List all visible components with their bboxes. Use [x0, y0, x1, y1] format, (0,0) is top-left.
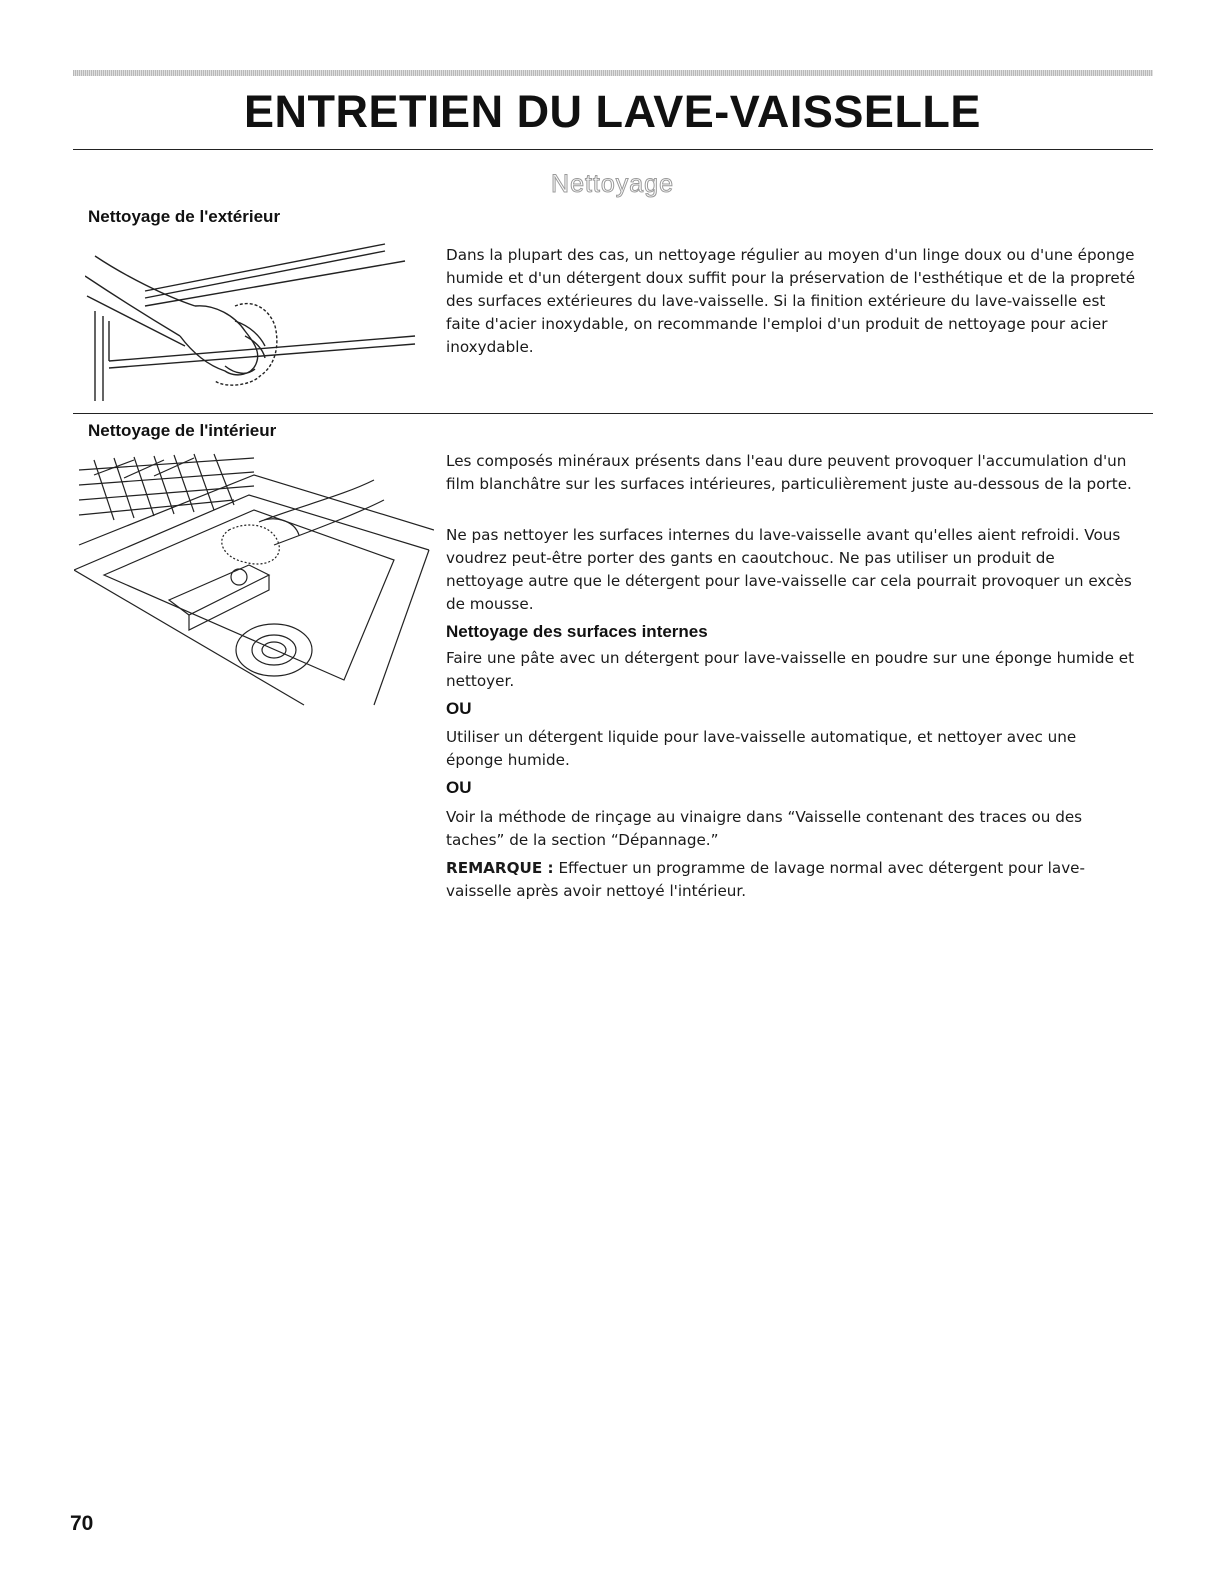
interior-paragraph-2: Ne pas nettoyer les surfaces internes du lave-vaisselle avant qu'elles aient refroidi. Vous voudrez peut-être porter des gants en caoutchouc. Ne pas utiliser un produit de nettoyage autre que le détergent pour lave-vaisselle car cela pourrait provoquer un excès de mousse.: [446, 526, 1132, 613]
title-rule: [73, 149, 1153, 150]
exterior-cleaning-illustration: [85, 236, 425, 406]
note-label: REMARQUE :: [446, 859, 554, 877]
section-rule: [73, 413, 1153, 414]
note-text: Effectuer un programme de lavage normal avec détergent pour lave-vaisselle après avoir nettoyé l'intérieur.: [446, 859, 1086, 900]
section-title: Nettoyage: [551, 170, 674, 198]
option-2-paragraph: Utiliser un détergent liquide pour lave-vaisselle automatique, et nettoyer avec une éponge humide.: [446, 728, 1077, 769]
internal-surfaces-heading: Nettoyage des surfaces internes: [446, 622, 708, 641]
interior-paragraph-1: Les composés minéraux présents dans l'eau dure peuvent provoquer l'accumulation d'un film blanchâtre sur les surfaces intérieures, particulièrement juste au-dessous de la porte.: [446, 452, 1132, 493]
exterior-heading: Nettoyage de l'extérieur: [88, 207, 281, 226]
option-3-paragraph: Voir la méthode de rinçage au vinaigre dans “Vaisselle contenant des traces ou des taches” de la section “Dépannage.”: [446, 808, 1083, 849]
or-label-2: OU: [446, 778, 472, 797]
note-paragraph: [446, 857, 1136, 903]
exterior-paragraph: Dans la plupart des cas, un nettoyage régulier au moyen d'un linge doux ou d'une éponge humide et d'un détergent doux suffit pour la préservation de l'esthétique et de la propreté des surfaces extérieures du lave-vaisselle. Si la finition extérieure du lave-vaisselle est faite d'acier inoxydable, on recommande l'emploi d'un produit de nettoyage pour acier inoxydable.: [446, 246, 1136, 356]
interior-heading: Nettoyage de l'intérieur: [88, 421, 277, 440]
interior-cleaning-illustration: [74, 450, 434, 710]
page-number: 70: [70, 1512, 94, 1535]
option-1-paragraph: Faire une pâte avec un détergent pour lave-vaisselle en poudre sur une éponge humide et nettoyer.: [446, 649, 1135, 690]
top-decorative-rule: [73, 70, 1153, 76]
page-title: ENTRETIEN DU LAVE-VAISSELLE: [244, 86, 981, 137]
or-label-1: OU: [446, 699, 472, 718]
